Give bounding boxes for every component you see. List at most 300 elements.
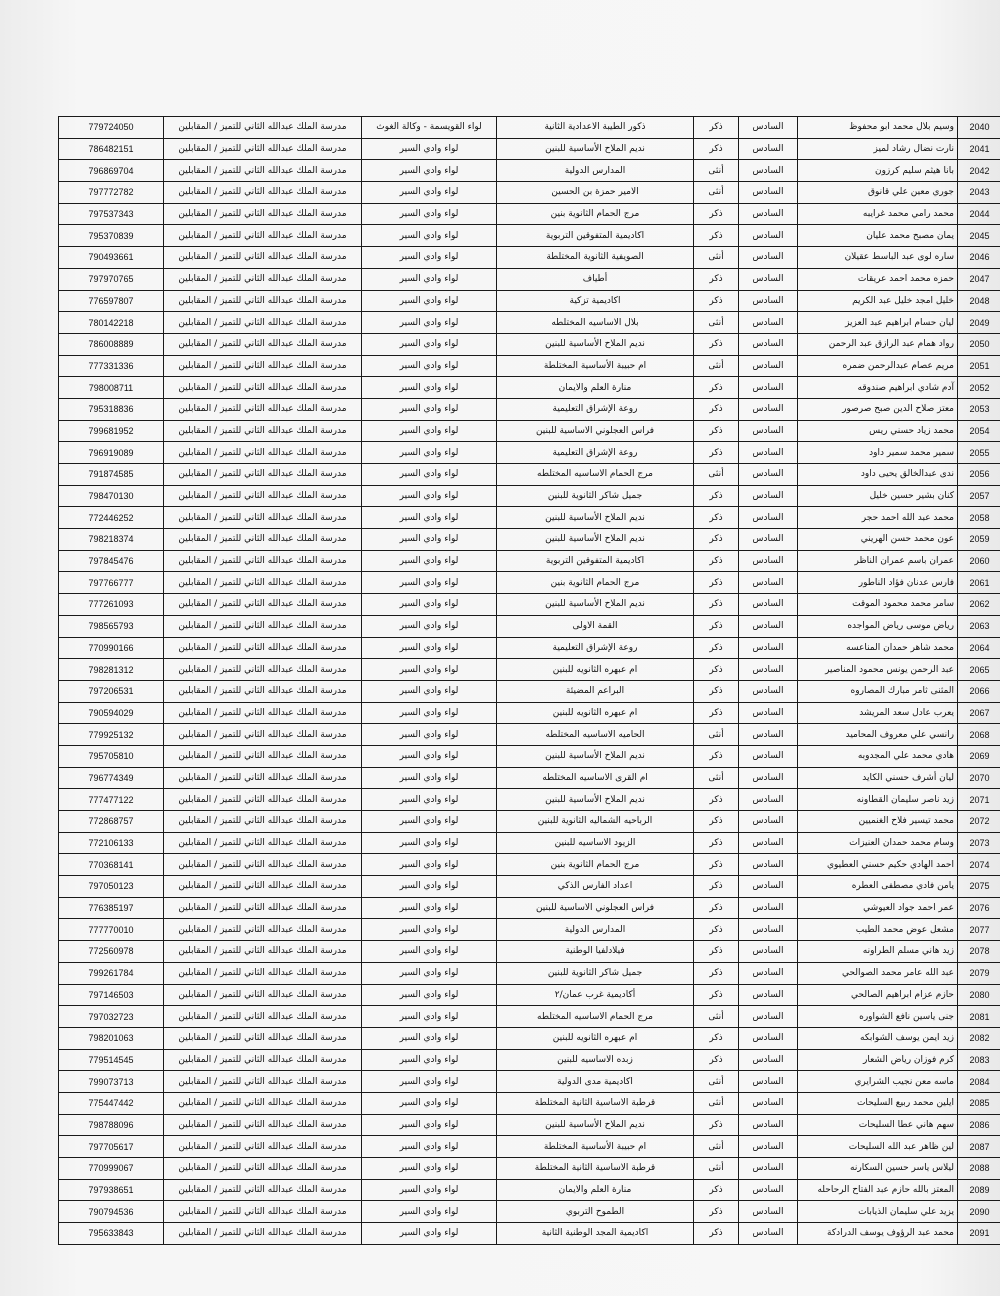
grade-cell: السادس bbox=[739, 789, 798, 811]
exam-center-cell: مدرسة الملك عبدالله الثاني للتميز / المقابلين bbox=[164, 984, 362, 1006]
exam-center-cell: مدرسة الملك عبدالله الثاني للتميز / المقابلين bbox=[164, 594, 362, 616]
roster-body bbox=[59, 117, 1000, 1245]
student-name-cell: مريم عصام عبدالرحمن ضمره bbox=[798, 355, 958, 377]
serial-number-cell: 2090 bbox=[958, 1201, 1000, 1223]
student-name-cell: عمران باسم عمران الناظر bbox=[798, 550, 958, 572]
table-row bbox=[59, 398, 1000, 420]
grade-cell: السادس bbox=[739, 247, 798, 269]
directorate-cell: لواء وادي السير bbox=[362, 1136, 497, 1158]
grade-cell: السادس bbox=[739, 507, 798, 529]
serial-number-cell: 2084 bbox=[958, 1071, 1000, 1093]
school-cell: نديم الملاح الأساسية للبنين bbox=[497, 138, 694, 160]
exam-center-cell: مدرسة الملك عبدالله الثاني للتميز / المقابلين bbox=[164, 1201, 362, 1223]
serial-number-cell: 2059 bbox=[958, 529, 1000, 551]
school-cell: الزيود الاساسيه للبنين bbox=[497, 832, 694, 854]
directorate-cell: لواء وادي السير bbox=[362, 398, 497, 420]
student-id-cell: 798218374 bbox=[59, 529, 164, 551]
table-row bbox=[59, 1071, 1000, 1093]
exam-center-cell: مدرسة الملك عبدالله الثاني للتميز / المقابلين bbox=[164, 1136, 362, 1158]
student-id-cell: 776597807 bbox=[59, 290, 164, 312]
table-row bbox=[59, 897, 1000, 919]
serial-number-cell: 2066 bbox=[958, 680, 1000, 702]
school-cell: نديم الملاح الأساسية للبنين bbox=[497, 594, 694, 616]
table-row bbox=[59, 594, 1000, 616]
school-cell: مرج الحمام الثانوية بنين bbox=[497, 572, 694, 594]
directorate-cell: لواء وادي السير bbox=[362, 1158, 497, 1180]
serial-number-cell: 2065 bbox=[958, 659, 1000, 681]
exam-center-cell: مدرسة الملك عبدالله الثاني للتميز / المقابلين bbox=[164, 160, 362, 182]
directorate-cell: لواء وادي السير bbox=[362, 507, 497, 529]
school-cell: اكاديمية المجد الوطنية الثانية bbox=[497, 1223, 694, 1245]
serial-number-cell: 2058 bbox=[958, 507, 1000, 529]
serial-number-cell: 2047 bbox=[958, 268, 1000, 290]
exam-center-cell: مدرسة الملك عبدالله الثاني للتميز / المقابلين bbox=[164, 420, 362, 442]
directorate-cell: لواء وادي السير bbox=[362, 941, 497, 963]
student-id-cell: 797772782 bbox=[59, 182, 164, 204]
serial-number-cell: 2042 bbox=[958, 160, 1000, 182]
grade-cell: السادس bbox=[739, 615, 798, 637]
student-name-cell: لين ظاهر عبد الله السليحات bbox=[798, 1136, 958, 1158]
directorate-cell: لواء وادي السير bbox=[362, 1027, 497, 1049]
student-id-cell: 798201063 bbox=[59, 1027, 164, 1049]
exam-center-cell: مدرسة الملك عبدالله الثاني للتميز / المقابلين bbox=[164, 333, 362, 355]
school-cell: نديم الملاح الأساسية للبنين bbox=[497, 529, 694, 551]
exam-center-cell: مدرسة الملك عبدالله الثاني للتميز / المقابلين bbox=[164, 507, 362, 529]
grade-cell: السادس bbox=[739, 442, 798, 464]
grade-cell: السادس bbox=[739, 767, 798, 789]
grade-cell: السادس bbox=[739, 1049, 798, 1071]
school-cell: الامير حمزة بن الحسين bbox=[497, 182, 694, 204]
student-name-cell: مشعل عوض محمد الطيب bbox=[798, 919, 958, 941]
student-id-cell: 786482151 bbox=[59, 138, 164, 160]
serial-number-cell: 2052 bbox=[958, 377, 1000, 399]
student-name-cell: ماسه معن نجيب الشرايري bbox=[798, 1071, 958, 1093]
table-row bbox=[59, 615, 1000, 637]
exam-center-cell: مدرسة الملك عبدالله الثاني للتميز / المقابلين bbox=[164, 398, 362, 420]
exam-center-cell: مدرسة الملك عبدالله الثاني للتميز / المقابلين bbox=[164, 941, 362, 963]
gender-cell: ذكر bbox=[694, 1201, 739, 1223]
grade-cell: السادس bbox=[739, 420, 798, 442]
directorate-cell: لواء وادي السير bbox=[362, 984, 497, 1006]
table-row bbox=[59, 550, 1000, 572]
directorate-cell: لواء وادي السير bbox=[362, 1223, 497, 1245]
student-id-cell: 777331336 bbox=[59, 355, 164, 377]
table-row bbox=[59, 1158, 1000, 1180]
serial-number-cell: 2077 bbox=[958, 919, 1000, 941]
student-name-cell: يزيد علي سليمان الذيابات bbox=[798, 1201, 958, 1223]
grade-cell: السادس bbox=[739, 550, 798, 572]
gender-cell: ذكر bbox=[694, 919, 739, 941]
school-cell: أطياف bbox=[497, 268, 694, 290]
school-cell: اعداد الفارس الذكي bbox=[497, 876, 694, 898]
gender-cell: ذكر bbox=[694, 1049, 739, 1071]
table-row bbox=[59, 724, 1000, 746]
gender-cell: ذكر bbox=[694, 333, 739, 355]
student-name-cell: المعتز بالله حازم عبد الفتاح الرحاحله bbox=[798, 1179, 958, 1201]
exam-center-cell: مدرسة الملك عبدالله الثاني للتميز / المقابلين bbox=[164, 225, 362, 247]
grade-cell: السادس bbox=[739, 312, 798, 334]
serial-number-cell: 2083 bbox=[958, 1049, 1000, 1071]
school-cell: اكاديمية مدى الدولية bbox=[497, 1071, 694, 1093]
grade-cell: السادس bbox=[739, 290, 798, 312]
grade-cell: السادس bbox=[739, 659, 798, 681]
student-name-cell: محمد تيسير فلاح الغنميين bbox=[798, 811, 958, 833]
gender-cell: ذكر bbox=[694, 507, 739, 529]
school-cell: نديم الملاح الأساسية للبنين bbox=[497, 745, 694, 767]
student-name-cell: حازم عزام ابراهيم الصالحي bbox=[798, 984, 958, 1006]
table-row bbox=[59, 1049, 1000, 1071]
directorate-cell: لواء وادي السير bbox=[362, 442, 497, 464]
directorate-cell: لواء وادي السير bbox=[362, 160, 497, 182]
student-id-cell: 786008889 bbox=[59, 333, 164, 355]
student-id-cell: 776385197 bbox=[59, 897, 164, 919]
student-id-cell: 797766777 bbox=[59, 572, 164, 594]
exam-center-cell: مدرسة الملك عبدالله الثاني للتميز / المقابلين bbox=[164, 1049, 362, 1071]
school-cell: منارة العلم والايمان bbox=[497, 1179, 694, 1201]
directorate-cell: لواء وادي السير bbox=[362, 680, 497, 702]
student-id-cell: 797032723 bbox=[59, 1006, 164, 1028]
table-row bbox=[59, 659, 1000, 681]
exam-center-cell: مدرسة الملك عبدالله الثاني للتميز / المقابلين bbox=[164, 268, 362, 290]
gender-cell: ذكر bbox=[694, 941, 739, 963]
directorate-cell: لواء وادي السير bbox=[362, 1049, 497, 1071]
exam-center-cell: مدرسة الملك عبدالله الثاني للتميز / المقابلين bbox=[164, 680, 362, 702]
serial-number-cell: 2081 bbox=[958, 1006, 1000, 1028]
table-row bbox=[59, 832, 1000, 854]
gender-cell: ذكر bbox=[694, 203, 739, 225]
student-name-cell: محمد زياد حسني ريس bbox=[798, 420, 958, 442]
student-name-cell: محمد عبد الله احمد حجر bbox=[798, 507, 958, 529]
student-id-cell: 796869704 bbox=[59, 160, 164, 182]
grade-cell: السادس bbox=[739, 832, 798, 854]
student-name-cell: رياض موسى رياض المواجده bbox=[798, 615, 958, 637]
serial-number-cell: 2091 bbox=[958, 1223, 1000, 1245]
serial-number-cell: 2054 bbox=[958, 420, 1000, 442]
grade-cell: السادس bbox=[739, 854, 798, 876]
serial-number-cell: 2045 bbox=[958, 225, 1000, 247]
student-name-cell: ايلين محمد ربيع السليحات bbox=[798, 1092, 958, 1114]
grade-cell: السادس bbox=[739, 919, 798, 941]
directorate-cell: لواء وادي السير bbox=[362, 854, 497, 876]
gender-cell: ذكر bbox=[694, 1114, 739, 1136]
school-cell: روعة الإشراق التعليمية bbox=[497, 442, 694, 464]
table-row bbox=[59, 138, 1000, 160]
table-row bbox=[59, 1136, 1000, 1158]
student-name-cell: وسيم بلال محمد ابو محفوظ bbox=[798, 117, 958, 139]
table-row bbox=[59, 333, 1000, 355]
school-cell: الطموح التربوي bbox=[497, 1201, 694, 1223]
grade-cell: السادس bbox=[739, 377, 798, 399]
exam-center-cell: مدرسة الملك عبدالله الثاني للتميز / المقابلين bbox=[164, 464, 362, 486]
serial-number-cell: 2044 bbox=[958, 203, 1000, 225]
gender-cell: أنثى bbox=[694, 1136, 739, 1158]
student-id-cell: 780142218 bbox=[59, 312, 164, 334]
gender-cell: ذكر bbox=[694, 984, 739, 1006]
exam-center-cell: مدرسة الملك عبدالله الثاني للتميز / المقابلين bbox=[164, 1114, 362, 1136]
gender-cell: ذكر bbox=[694, 225, 739, 247]
exam-center-cell: مدرسة الملك عبدالله الثاني للتميز / المقابلين bbox=[164, 767, 362, 789]
student-name-cell: ليان أشرف حسني الكايد bbox=[798, 767, 958, 789]
exam-center-cell: مدرسة الملك عبدالله الثاني للتميز / المقابلين bbox=[164, 876, 362, 898]
directorate-cell: لواء وادي السير bbox=[362, 594, 497, 616]
school-cell: مرج الحمام الاساسيه المختلطه bbox=[497, 1006, 694, 1028]
school-cell: الصويفية الثانوية المختلطة bbox=[497, 247, 694, 269]
serial-number-cell: 2057 bbox=[958, 485, 1000, 507]
student-id-cell: 799681952 bbox=[59, 420, 164, 442]
table-row bbox=[59, 962, 1000, 984]
directorate-cell: لواء وادي السير bbox=[362, 811, 497, 833]
directorate-cell: لواء وادي السير bbox=[362, 1114, 497, 1136]
student-id-cell: 798281312 bbox=[59, 659, 164, 681]
gender-cell: ذكر bbox=[694, 377, 739, 399]
table-row bbox=[59, 420, 1000, 442]
exam-center-cell: مدرسة الملك عبدالله الثاني للتميز / المقابلين bbox=[164, 247, 362, 269]
exam-center-cell: مدرسة الملك عبدالله الثاني للتميز / المقابلين bbox=[164, 962, 362, 984]
directorate-cell: لواء وادي السير bbox=[362, 225, 497, 247]
table-row bbox=[59, 485, 1000, 507]
serial-number-cell: 2078 bbox=[958, 941, 1000, 963]
student-name-cell: يمان مصبح محمد عليان bbox=[798, 225, 958, 247]
gender-cell: ذكر bbox=[694, 420, 739, 442]
grade-cell: السادس bbox=[739, 117, 798, 139]
directorate-cell: لواء وادي السير bbox=[362, 485, 497, 507]
gender-cell: ذكر bbox=[694, 637, 739, 659]
student-id-cell: 795705810 bbox=[59, 745, 164, 767]
serial-number-cell: 2073 bbox=[958, 832, 1000, 854]
student-id-cell: 795318836 bbox=[59, 398, 164, 420]
gender-cell: أنثى bbox=[694, 182, 739, 204]
directorate-cell: لواء وادي السير bbox=[362, 919, 497, 941]
student-name-cell: محمد شاهر حمدان المناعسه bbox=[798, 637, 958, 659]
school-cell: القمة الاولى bbox=[497, 615, 694, 637]
grade-cell: السادس bbox=[739, 745, 798, 767]
school-cell: زبده الاساسيه للبنين bbox=[497, 1049, 694, 1071]
gender-cell: ذكر bbox=[694, 745, 739, 767]
school-cell: المدارس الدولية bbox=[497, 919, 694, 941]
gender-cell: ذكر bbox=[694, 290, 739, 312]
directorate-cell: لواء وادي السير bbox=[362, 529, 497, 551]
exam-center-cell: مدرسة الملك عبدالله الثاني للتميز / المقابلين bbox=[164, 529, 362, 551]
exam-center-cell: مدرسة الملك عبدالله الثاني للتميز / المقابلين bbox=[164, 1223, 362, 1245]
grade-cell: السادس bbox=[739, 268, 798, 290]
exam-center-cell: مدرسة الملك عبدالله الثاني للتميز / المقابلين bbox=[164, 659, 362, 681]
serial-number-cell: 2061 bbox=[958, 572, 1000, 594]
school-cell: روعة الإشراق التعليمية bbox=[497, 637, 694, 659]
table-row bbox=[59, 377, 1000, 399]
directorate-cell: لواء وادي السير bbox=[362, 615, 497, 637]
student-name-cell: سهم هاني عطا السليحات bbox=[798, 1114, 958, 1136]
table-row bbox=[59, 225, 1000, 247]
student-id-cell: 777770010 bbox=[59, 919, 164, 941]
grade-cell: السادس bbox=[739, 1201, 798, 1223]
table-row bbox=[59, 876, 1000, 898]
gender-cell: أنثى bbox=[694, 464, 739, 486]
directorate-cell: لواء وادي السير bbox=[362, 420, 497, 442]
serial-number-cell: 2051 bbox=[958, 355, 1000, 377]
gender-cell: ذكر bbox=[694, 572, 739, 594]
serial-number-cell: 2075 bbox=[958, 876, 1000, 898]
gender-cell: أنثى bbox=[694, 312, 739, 334]
gender-cell: أنثى bbox=[694, 1092, 739, 1114]
student-name-cell: زيد هاني مسلم الطراونه bbox=[798, 941, 958, 963]
gender-cell: ذكر bbox=[694, 659, 739, 681]
gender-cell: ذكر bbox=[694, 789, 739, 811]
gender-cell: أنثى bbox=[694, 1158, 739, 1180]
exam-center-cell: مدرسة الملك عبدالله الثاني للتميز / المقابلين bbox=[164, 1179, 362, 1201]
grade-cell: السادس bbox=[739, 398, 798, 420]
grade-cell: السادس bbox=[739, 941, 798, 963]
grade-cell: السادس bbox=[739, 1027, 798, 1049]
gender-cell: ذكر bbox=[694, 550, 739, 572]
student-name-cell: فارس عدنان فؤاد الناطور bbox=[798, 572, 958, 594]
student-id-cell: 777261093 bbox=[59, 594, 164, 616]
school-cell: فيلادلفيا الوطنية bbox=[497, 941, 694, 963]
gender-cell: ذكر bbox=[694, 702, 739, 724]
school-cell: ذكور الطيبة الاعدادية الثانية bbox=[497, 117, 694, 139]
gender-cell: أنثى bbox=[694, 247, 739, 269]
student-name-cell: عون محمد حسن الهريني bbox=[798, 529, 958, 551]
gender-cell: ذكر bbox=[694, 962, 739, 984]
serial-number-cell: 2070 bbox=[958, 767, 1000, 789]
student-name-cell: ليلاس ياسر حسين السكارنه bbox=[798, 1158, 958, 1180]
directorate-cell: لواء وادي السير bbox=[362, 333, 497, 355]
serial-number-cell: 2064 bbox=[958, 637, 1000, 659]
serial-number-cell: 2043 bbox=[958, 182, 1000, 204]
table-row bbox=[59, 811, 1000, 833]
grade-cell: السادس bbox=[739, 702, 798, 724]
student-name-cell: وسام محمد حمدان العنيزات bbox=[798, 832, 958, 854]
table-row bbox=[59, 1006, 1000, 1028]
grade-cell: السادس bbox=[739, 485, 798, 507]
directorate-cell: لواء وادي السير bbox=[362, 290, 497, 312]
grade-cell: السادس bbox=[739, 203, 798, 225]
table-row bbox=[59, 442, 1000, 464]
directorate-cell: لواء وادي السير bbox=[362, 268, 497, 290]
student-id-cell: 775447442 bbox=[59, 1092, 164, 1114]
school-cell: نديم الملاح الأساسية للبنين bbox=[497, 507, 694, 529]
gender-cell: ذكر bbox=[694, 485, 739, 507]
serial-number-cell: 2068 bbox=[958, 724, 1000, 746]
gender-cell: ذكر bbox=[694, 138, 739, 160]
grade-cell: السادس bbox=[739, 1071, 798, 1093]
grade-cell: السادس bbox=[739, 680, 798, 702]
grade-cell: السادس bbox=[739, 962, 798, 984]
gender-cell: ذكر bbox=[694, 1179, 739, 1201]
grade-cell: السادس bbox=[739, 876, 798, 898]
school-cell: اكاديمية تزكية bbox=[497, 290, 694, 312]
gender-cell: ذكر bbox=[694, 832, 739, 854]
directorate-cell: لواء وادي السير bbox=[362, 767, 497, 789]
directorate-cell: لواء وادي السير bbox=[362, 1092, 497, 1114]
gender-cell: أنثى bbox=[694, 1071, 739, 1093]
serial-number-cell: 2050 bbox=[958, 333, 1000, 355]
school-cell: الرباحيه الشماليه الثانوية للبنين bbox=[497, 811, 694, 833]
student-name-cell: ساره لوى عبد الباسط عقيلان bbox=[798, 247, 958, 269]
student-name-cell: محمد عبد الرؤوف يوسف الدرادكة bbox=[798, 1223, 958, 1245]
student-name-cell: معتز صلاح الدين صبح صرصور bbox=[798, 398, 958, 420]
gender-cell: ذكر bbox=[694, 680, 739, 702]
exam-center-cell: مدرسة الملك عبدالله الثاني للتميز / المقابلين bbox=[164, 138, 362, 160]
grade-cell: السادس bbox=[739, 333, 798, 355]
student-name-cell: رانسي علي معروف المحاميد bbox=[798, 724, 958, 746]
grade-cell: السادس bbox=[739, 1114, 798, 1136]
exam-center-cell: مدرسة الملك عبدالله الثاني للتميز / المقابلين bbox=[164, 550, 362, 572]
serial-number-cell: 2040 bbox=[958, 117, 1000, 139]
exam-center-cell: مدرسة الملك عبدالله الثاني للتميز / المقابلين bbox=[164, 832, 362, 854]
serial-number-cell: 2060 bbox=[958, 550, 1000, 572]
school-cell: ام عبهره الثانويه للبنين bbox=[497, 1027, 694, 1049]
student-name-cell: كرم فوزان رياض الشعار bbox=[798, 1049, 958, 1071]
grade-cell: السادس bbox=[739, 1158, 798, 1180]
table-row bbox=[59, 1027, 1000, 1049]
gender-cell: ذكر bbox=[694, 594, 739, 616]
student-name-cell: يامن فادي مصطفى العطره bbox=[798, 876, 958, 898]
exam-center-cell: مدرسة الملك عبدالله الثاني للتميز / المقابلين bbox=[164, 1027, 362, 1049]
exam-center-cell: مدرسة الملك عبدالله الثاني للتميز / المقابلين bbox=[164, 377, 362, 399]
directorate-cell: لواء وادي السير bbox=[362, 702, 497, 724]
grade-cell: السادس bbox=[739, 160, 798, 182]
directorate-cell: لواء وادي السير bbox=[362, 247, 497, 269]
serial-number-cell: 2076 bbox=[958, 897, 1000, 919]
gender-cell: ذكر bbox=[694, 529, 739, 551]
student-id-cell: 790794536 bbox=[59, 1201, 164, 1223]
exam-center-cell: مدرسة الملك عبدالله الثاني للتميز / المقابلين bbox=[164, 702, 362, 724]
exam-center-cell: مدرسة الملك عبدالله الثاني للتميز / المقابلين bbox=[164, 1092, 362, 1114]
directorate-cell: لواء وادي السير bbox=[362, 1201, 497, 1223]
exam-center-cell: مدرسة الملك عبدالله الثاني للتميز / المقابلين bbox=[164, 203, 362, 225]
student-name-cell: جنى ياسين نافع الشواوره bbox=[798, 1006, 958, 1028]
table-row bbox=[59, 680, 1000, 702]
school-cell: جميل شاكر الثانوية للبنين bbox=[497, 485, 694, 507]
student-name-cell: زيد ايمن يوسف الشوابكه bbox=[798, 1027, 958, 1049]
table-row bbox=[59, 117, 1000, 139]
grade-cell: السادس bbox=[739, 572, 798, 594]
serial-number-cell: 2086 bbox=[958, 1114, 1000, 1136]
directorate-cell: لواء وادي السير bbox=[362, 203, 497, 225]
exam-center-cell: مدرسة الملك عبدالله الثاني للتميز / المقابلين bbox=[164, 789, 362, 811]
directorate-cell: لواء وادي السير bbox=[362, 572, 497, 594]
table-row bbox=[59, 789, 1000, 811]
serial-number-cell: 2067 bbox=[958, 702, 1000, 724]
serial-number-cell: 2088 bbox=[958, 1158, 1000, 1180]
student-id-cell: 798470130 bbox=[59, 485, 164, 507]
school-cell: روعة الإشراق التعليمية bbox=[497, 398, 694, 420]
table-row bbox=[59, 572, 1000, 594]
student-id-cell: 797206531 bbox=[59, 680, 164, 702]
student-id-cell: 797146503 bbox=[59, 984, 164, 1006]
table-row bbox=[59, 941, 1000, 963]
exam-center-cell: مدرسة الملك عبدالله الثاني للتميز / المقابلين bbox=[164, 745, 362, 767]
gender-cell: أنثى bbox=[694, 355, 739, 377]
student-id-cell: 798788096 bbox=[59, 1114, 164, 1136]
table-row bbox=[59, 767, 1000, 789]
directorate-cell: لواء وادي السير bbox=[362, 312, 497, 334]
table-row bbox=[59, 702, 1000, 724]
directorate-cell: لواء وادي السير bbox=[362, 464, 497, 486]
exam-center-cell: مدرسة الملك عبدالله الثاني للتميز / المقابلين bbox=[164, 117, 362, 139]
directorate-cell: لواء وادي السير bbox=[362, 138, 497, 160]
student-id-cell: 772868757 bbox=[59, 811, 164, 833]
student-id-cell: 795633843 bbox=[59, 1223, 164, 1245]
school-cell: منارة العلم والايمان bbox=[497, 377, 694, 399]
grade-cell: السادس bbox=[739, 897, 798, 919]
exam-center-cell: مدرسة الملك عبدالله الثاني للتميز / المقابلين bbox=[164, 637, 362, 659]
gender-cell: أنثى bbox=[694, 160, 739, 182]
student-id-cell: 779724050 bbox=[59, 117, 164, 139]
exam-center-cell: مدرسة الملك عبدالله الثاني للتميز / المقابلين bbox=[164, 1158, 362, 1180]
school-cell: ام عبهره الثانويه للبنين bbox=[497, 702, 694, 724]
grade-cell: السادس bbox=[739, 594, 798, 616]
